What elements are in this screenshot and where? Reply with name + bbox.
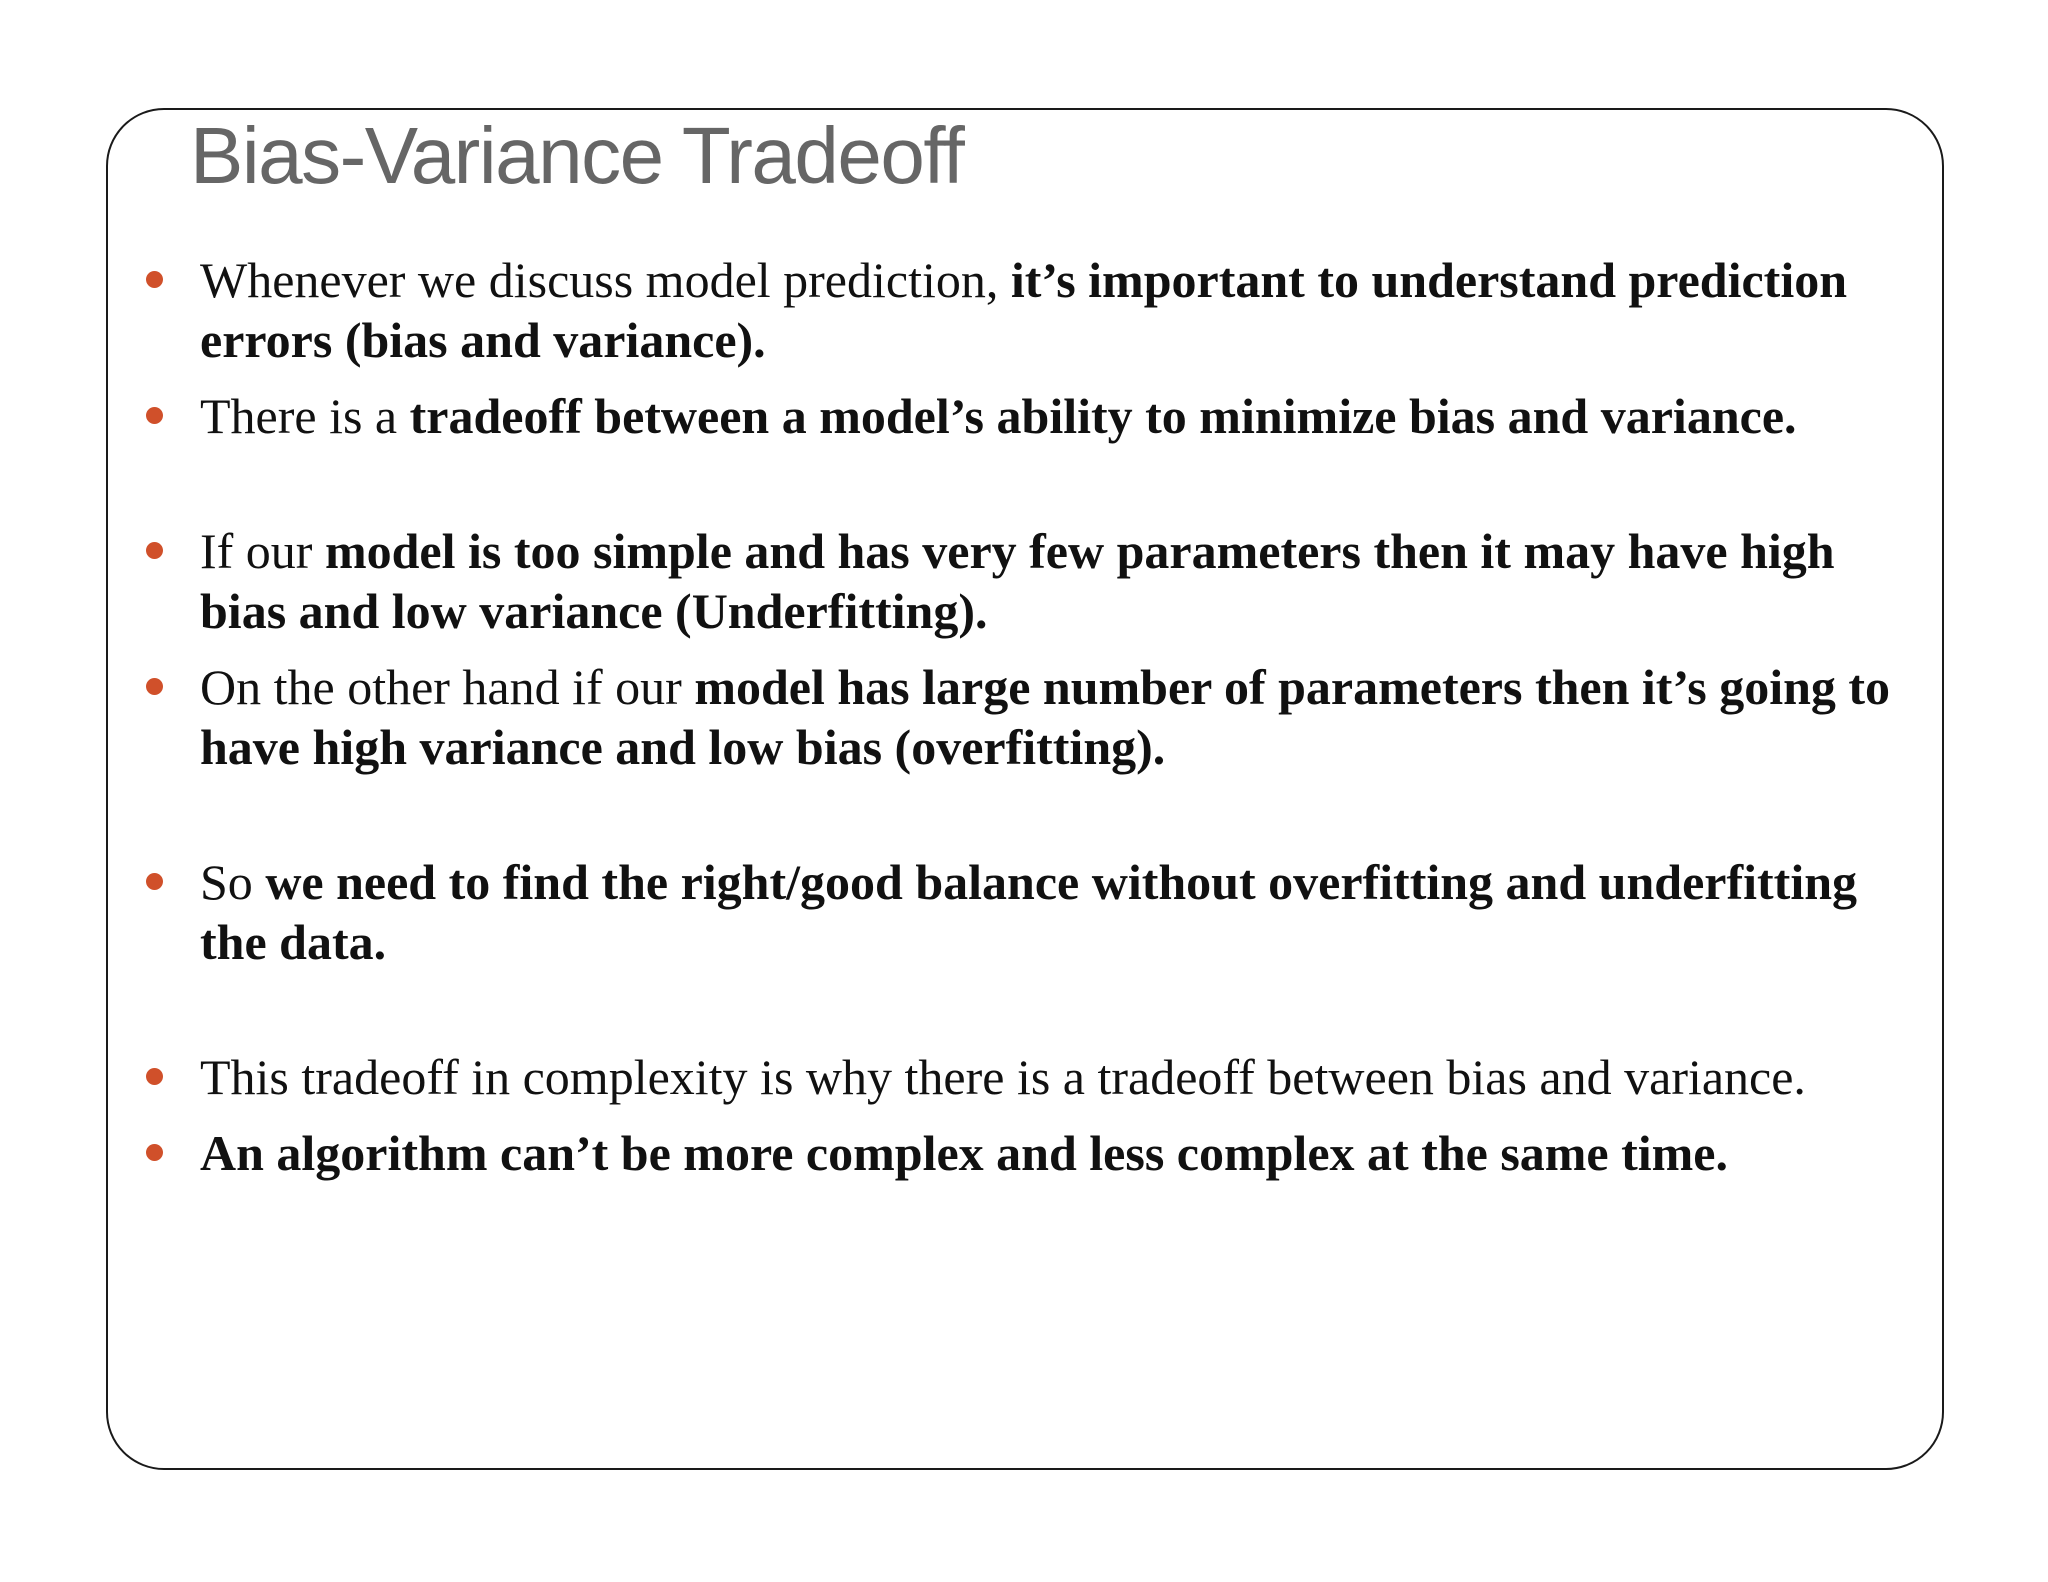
bullet-text: [200, 1049, 1806, 1105]
bullet-dot-icon: [146, 1068, 163, 1085]
bullet-dot-icon: [146, 873, 163, 890]
bullet-text: [200, 523, 1835, 639]
bullet-text-normal: This tradeoff in complexity is why there is a tradeoff between bias and variance.: [200, 1049, 1806, 1105]
bullet-item-tradeoff: [142, 386, 1902, 446]
bullet-item-balance: [142, 852, 1902, 972]
bullet-text-bold: model has large number of parameters then it’s going to have high variance and low bias (overfitting).: [200, 659, 1891, 775]
bullet-text-bold: it’s important to understand prediction errors (bias and variance).: [200, 252, 1848, 368]
bullet-text: [200, 659, 1890, 775]
bullet-text-bold: we need to find the right/good balance without overfitting and underfitting the data.: [200, 854, 1858, 970]
bullet-text-bold: tradeoff between a model’s ability to minimize bias and variance.: [409, 388, 1797, 444]
bullet-text-normal: Whenever we discuss model prediction,: [200, 252, 1011, 308]
bullet-text-normal: So: [200, 854, 266, 910]
bullet-dot-icon: [146, 271, 163, 288]
bullet-text-normal: If our: [200, 523, 325, 579]
bullet-text: [200, 1125, 1728, 1181]
bullet-dot-icon: [146, 542, 163, 559]
bullet-text-normal: There is a: [200, 388, 410, 444]
bullet-text-bold: model is too simple and has very few parameters then it may have high bias and low variance (Underfitting).: [200, 523, 1835, 639]
bullet-item-complexity: [142, 1047, 1902, 1107]
bullet-item-overfitting: [142, 657, 1902, 777]
bullet-text: [200, 854, 1857, 970]
bullet-item-algorithm: [142, 1123, 1902, 1183]
bullet-text-bold: An algorithm can’t be more complex and less complex at the same time.: [200, 1125, 1729, 1181]
bullet-item-prediction-errors: [142, 250, 1902, 370]
bullet-dot-icon: [146, 678, 163, 695]
bullet-dot-icon: [146, 1144, 163, 1161]
bullet-text: [200, 252, 1847, 368]
bullet-list: [142, 250, 1902, 1183]
bullet-dot-icon: [146, 407, 163, 424]
bullet-item-underfitting: [142, 521, 1902, 641]
bullet-text-normal: On the other hand if our: [200, 659, 695, 715]
bullet-text: [200, 388, 1797, 444]
slide-title: Bias-Variance Tradeoff: [190, 111, 964, 200]
